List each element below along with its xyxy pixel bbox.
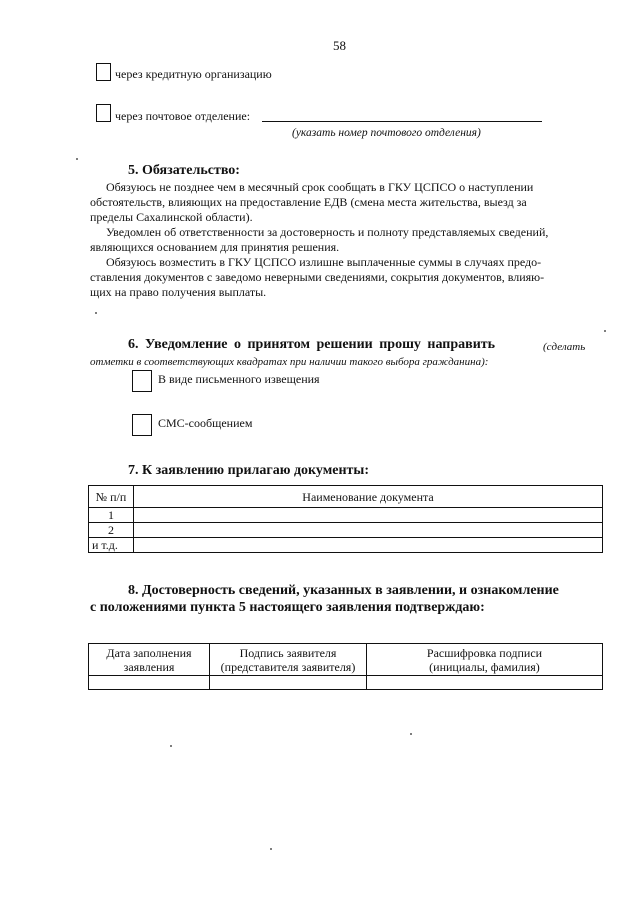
header-number: № п/п [89, 486, 134, 508]
header-document-name: Наименование документа [134, 486, 603, 508]
p3-line-2: ставления документов с заведомо неверными сведениями, сокрытия документов, влияю- [90, 270, 545, 284]
post-office-hint: (указать номер почтового отделения) [292, 127, 481, 139]
written-notice-label: В виде письменного извещения [158, 372, 320, 386]
scan-speck [95, 312, 97, 314]
row-1-number: 1 [89, 508, 134, 523]
transcript-header-line-1: Расшифровка подписи [426, 645, 543, 660]
transcript-field[interactable] [367, 676, 603, 690]
p1-line-3: пределы Сахалинской области). [90, 210, 253, 224]
post-office-number-field[interactable] [262, 121, 542, 122]
signature-header [210, 644, 367, 676]
p1-line-1: Обязуюсь не позднее чем в месячный срок сообщать в ГКУ ЦСПСО о наступлении [106, 180, 534, 194]
p1-line-2: обстоятельств, влияющих на предоставление ЕДВ (смена места жительства, выезд за [90, 195, 527, 209]
row-etc-document[interactable] [134, 538, 603, 553]
section-5-paragraph-2 [90, 225, 588, 255]
row-1-document[interactable] [134, 508, 603, 523]
signature-header-line-2: (представителя заявителя) [220, 659, 356, 674]
section-5-paragraph-3 [90, 255, 588, 300]
scan-speck [76, 158, 78, 160]
documents-table [88, 485, 603, 553]
signature-field[interactable] [210, 676, 367, 690]
section-6-note-b: отметки в соответствующих квадратах при наличии такого выбора гражданина): [90, 356, 489, 368]
written-notice-checkbox[interactable] [132, 370, 152, 392]
scan-speck [410, 733, 412, 735]
p2-line-2: являющихся основанием для принятия решения. [90, 240, 340, 254]
post-office-checkbox[interactable] [96, 104, 111, 122]
date-header-line-1: Дата заполнения [106, 645, 192, 660]
credit-org-label: через кредитную организацию [115, 67, 272, 81]
row-etc-number: и т.д. [89, 538, 134, 553]
sms-notice-label: СМС-сообщением [158, 416, 253, 430]
signature-header-line-1: Подпись заявителя [239, 645, 337, 660]
transcript-header [367, 644, 603, 676]
sms-notice-checkbox[interactable] [132, 414, 152, 436]
p3-line-1: Обязуюсь возместить в ГКУ ЦСПСО излишне выплаченные суммы в случаях предо- [106, 255, 542, 269]
scan-speck [170, 745, 172, 747]
scan-speck [270, 848, 272, 850]
p2-line-1: Уведомлен об ответственности за достоверность и полноту представляемых сведений, [106, 225, 549, 239]
signature-table [88, 643, 603, 690]
section-8-title-line-2: с положениями пункта 5 настоящего заявления подтверждаю: [90, 600, 485, 615]
date-field[interactable] [89, 676, 210, 690]
section-8-title-line-1: 8. Достоверность сведений, указанных в заявлении, и ознакомление [128, 583, 559, 598]
section-5-title: 5. Обязательство: [128, 163, 240, 178]
section-5-paragraph-1 [90, 180, 588, 225]
section-6-title: 6. Уведомление о принятом решении прошу направить [128, 337, 496, 352]
row-2-number: 2 [89, 523, 134, 538]
scan-speck [604, 330, 606, 332]
section-6-note-a: (сделать [543, 341, 586, 353]
date-header [89, 644, 210, 676]
transcript-header-line-2: (инициалы, фамилия) [429, 659, 540, 674]
page-number: 58 [333, 38, 346, 53]
section-7-title: 7. К заявлению прилагаю документы: [128, 463, 370, 478]
credit-org-checkbox[interactable] [96, 63, 111, 81]
row-2-document[interactable] [134, 523, 603, 538]
p3-line-3: щих на право получения выплаты. [90, 285, 267, 299]
date-header-line-2: заявления [123, 659, 175, 674]
post-office-label: через почтовое отделение: [115, 109, 251, 123]
